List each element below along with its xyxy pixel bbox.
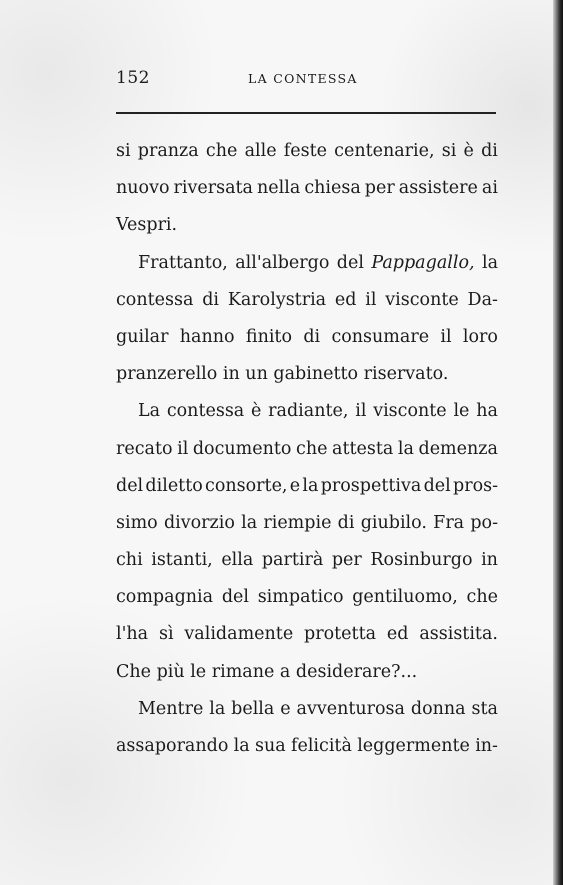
word: alle [244,141,277,161]
word: la [302,475,319,496]
word: istanti, [151,550,213,571]
word: Da- [467,289,498,310]
word: pranza [137,141,199,161]
word: del [423,475,451,496]
word: è [463,141,474,161]
word: consorte, [205,475,288,496]
word: il [355,401,367,422]
word: felicità [290,736,352,756]
word: nella [257,178,301,199]
word: la [481,252,498,273]
word: Rosinburgo [370,550,473,571]
word: loro [462,326,498,347]
text-line [116,691,498,728]
word: simo [116,512,158,533]
word: attesta [332,438,394,459]
word: radiante, [268,401,349,422]
word: il [177,438,189,459]
text-line [116,579,498,616]
word: di [481,141,498,161]
word: demenza [418,438,498,459]
word: gentiluomo, [352,587,458,608]
word: che [466,587,498,608]
word: donna [410,698,466,719]
word: per [364,178,395,199]
word: visconte [385,289,459,310]
text-line [116,282,498,319]
text-line [116,133,498,170]
word: di [303,326,321,347]
word: ai [481,178,498,199]
word: riversata [173,178,253,199]
text-line [116,245,498,282]
text-line [116,393,498,430]
word: pros- [453,475,498,496]
word: compagnia [116,587,214,608]
word: di [202,289,220,310]
word: l'ha [116,624,149,645]
word: assistita. [419,624,498,645]
word: Karolystria [227,289,327,310]
word: divorzio [163,512,235,533]
word: finito [245,326,292,347]
body-text [116,133,498,765]
word: assaporando [116,736,229,756]
text-line [116,319,498,356]
word: prospettiva [320,475,422,496]
text-line [116,170,498,207]
word: recato [116,438,173,459]
running-title: LA CONTESSA [248,71,358,86]
word: partirà [261,550,324,571]
word: del [336,252,364,273]
word: per [331,550,362,571]
text-line [116,505,498,542]
text-line [116,616,498,653]
word: giubilo. [360,512,427,533]
word: e [280,698,291,719]
word: leggermente [357,736,470,756]
text-line [116,728,498,765]
word: ed [386,624,409,645]
word: all'albergo [235,252,330,273]
header-rule [116,112,496,114]
word: centenarie, [334,141,435,161]
word: contessa [166,401,245,422]
word: sua [255,736,286,756]
word: è [251,401,262,422]
text-line: Che più le rimane a desiderare?... [116,661,418,682]
book-spine-shadow [553,0,563,885]
word: Fra [433,512,465,533]
word: nuovo [116,178,170,199]
word: che [205,141,238,161]
word: ed [334,289,357,310]
word: hanno [179,326,235,347]
word: sta [471,698,498,719]
word: la [233,736,250,756]
word: chiesa [304,178,361,199]
word: avventurosa [296,698,405,719]
word: il [440,326,452,347]
word: il [365,289,377,310]
word: Pappagallo, [371,252,475,273]
word: si [116,141,131,161]
page-header [116,68,496,90]
word: Frattanto, [138,252,228,273]
word: del [221,587,249,608]
word: Mentre [138,698,204,719]
word: visconte [373,401,447,422]
word: guilar [116,326,169,347]
word: feste [283,141,327,161]
word: contessa [116,289,194,310]
word: la [397,438,414,459]
word: del [116,475,144,496]
word: documento [192,438,292,459]
word: protetta [304,624,377,645]
text-line [116,431,498,468]
page-number: 152 [116,68,150,88]
word: bella [231,698,275,719]
word: in- [475,736,498,756]
word: che [296,438,328,459]
text-line: pranzerello in un gabinetto riservato. [116,364,449,385]
word: riempie [263,512,332,533]
word: si [441,141,457,161]
word: le [453,401,470,422]
word: validamente [184,624,294,645]
word: in [481,550,498,571]
word: po- [470,512,498,533]
text-line: Vespri. [116,215,178,236]
word: la [241,512,258,533]
word: sì [158,624,174,645]
word: assistere [398,178,478,199]
word: chi [116,550,143,571]
text-line [116,468,498,505]
word: ha [476,401,498,422]
word: di [337,512,355,533]
word: diletto [145,475,203,496]
word: La [138,401,161,422]
word: ella [221,550,254,571]
word: consumare [331,326,430,347]
word: la [209,698,226,719]
word: e [289,475,301,496]
word: simpatico [257,587,344,608]
text-line [116,542,498,579]
